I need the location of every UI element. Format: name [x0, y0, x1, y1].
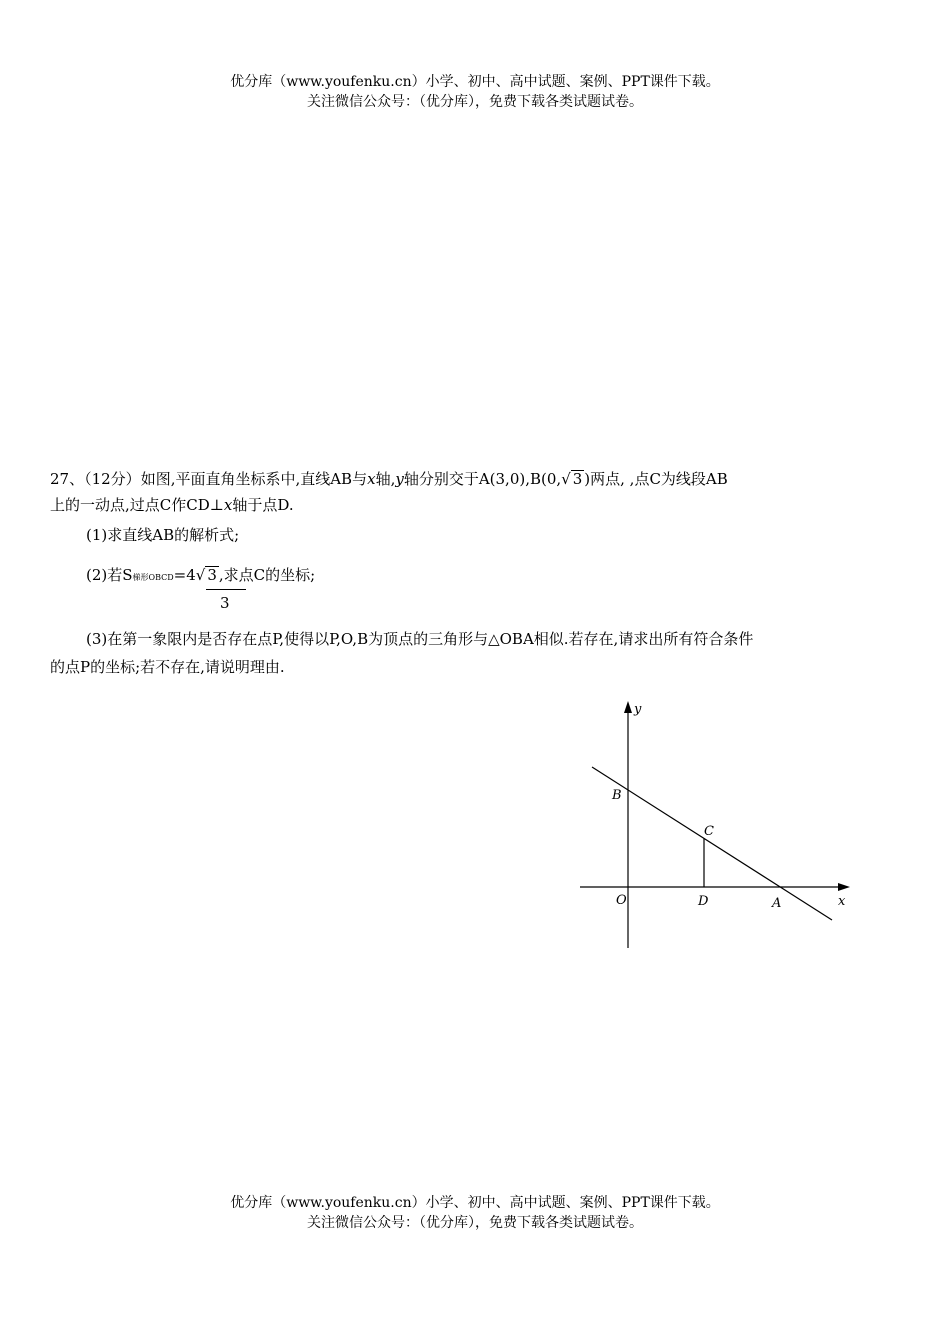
stem-text-e: 上的一动点,过点C作CD⊥: [50, 496, 224, 514]
x-variable-2: x: [223, 496, 233, 514]
x-axis-arrow: [838, 883, 850, 891]
y-variable: y: [395, 470, 404, 488]
label-a: A: [772, 896, 782, 911]
numerator-sqrt-sign: √: [195, 566, 206, 584]
fraction-denominator: 3: [220, 594, 230, 612]
stem-text-d: )两点, ,点C为线段AB: [584, 470, 728, 488]
stem-text-b: 轴,: [375, 470, 396, 488]
label-o: O: [616, 893, 627, 908]
footer-line-2: 关注微信公众号：（优分库），免费下载各类试题试卷。: [307, 1215, 643, 1231]
part-3-line-2: 的点P的坐标;若不存在,请说明理由.: [50, 658, 285, 676]
part-2-equals: =: [173, 566, 187, 584]
part-2-prefix: (2)若S: [86, 566, 133, 584]
part-3-line-1: (3)在第一象限内是否存在点P,使得以P,O,B为顶点的三角形与△OBA相似.若存在,请求出所有符合条件: [86, 630, 754, 648]
part-1: (1)求直线AB的解析式;: [86, 526, 240, 544]
y-axis-arrow: [624, 701, 632, 713]
x-variable: x: [367, 470, 376, 488]
question-number: 27、: [50, 470, 85, 488]
sqrt-sign: √: [561, 470, 571, 488]
stem-text-c: 轴分别交于A(3,0),B(0,: [403, 470, 562, 488]
sqrt-radicand: 3: [572, 470, 583, 488]
header-line-2: 关注微信公众号：（优分库），免费下载各类试题试卷。: [307, 94, 643, 110]
question-stem-line-2: [50, 492, 910, 518]
label-c: C: [704, 824, 714, 839]
stem-text-f: 轴于点D.: [232, 496, 294, 514]
label-d: D: [698, 894, 709, 909]
coordinate-figure: [570, 695, 870, 955]
header-line-1: 优分库（www.youfenku.cn）小学、初中、高中试题、案例、PPT课件下载。: [230, 74, 720, 90]
fraction-bar: [206, 589, 246, 590]
part-2-suffix: ,求点C的坐标;: [218, 566, 316, 584]
numerator-coefficient: 4: [186, 566, 196, 584]
question-stem-line-1: [50, 466, 910, 492]
question-points: （12分）: [84, 470, 141, 488]
label-b: B: [612, 788, 622, 803]
fraction-numerator: [186, 562, 219, 588]
part-2-subscript: 梯形OBCD: [132, 573, 174, 582]
stem-text-a: 如图,平面直角坐标系中,直线AB与: [140, 470, 368, 488]
footer-line-1: 优分库（www.youfenku.cn）小学、初中、高中试题、案例、PPT课件下载。: [230, 1195, 720, 1211]
label-y: y: [634, 702, 642, 717]
numerator-radicand: 3: [207, 566, 217, 584]
part-2: [86, 562, 686, 591]
label-x: x: [838, 894, 846, 909]
